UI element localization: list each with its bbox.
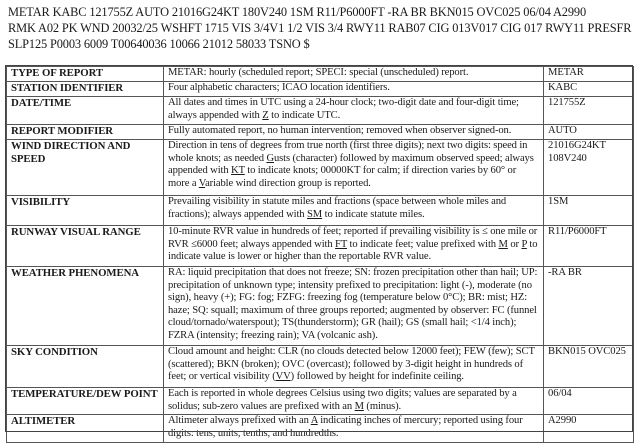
underlined-code: M: [498, 238, 508, 250]
table-row-type-of-report: [7, 67, 634, 82]
field-name: TEMPERATURE/DEW POINT: [7, 388, 164, 415]
table-row-weather-phenomena: [7, 267, 634, 346]
description-text: to indicate feet; value prefixed with: [346, 238, 499, 250]
metar-line-3: SLP125 P0003 6009 T00640036 10066 21012 58033 TSNO $: [8, 37, 310, 51]
field-description: [164, 226, 544, 267]
table-row-wind: [7, 140, 634, 196]
field-description: [164, 415, 544, 443]
underlined-code: Z: [262, 109, 269, 121]
metar-line-1: METAR KABC 121755Z AUTO 21016G24KT 180V240 1SM R11/P6000FT -RA BR BKN015 OVC025 06/04 A2990: [8, 5, 586, 19]
field-name: TYPE OF REPORT: [7, 67, 164, 82]
metar-decode-table: [6, 66, 634, 443]
field-value: [544, 67, 634, 82]
field-value: [544, 140, 634, 196]
field-value: [544, 82, 634, 97]
field-value: [544, 346, 634, 388]
field-value: [544, 415, 634, 443]
table-row-visibility: [7, 196, 634, 226]
underlined-code: M: [354, 400, 364, 412]
field-description: [164, 388, 544, 415]
description-text: to indicate UTC.: [268, 109, 341, 121]
description-text: to indicate statute miles.: [322, 208, 425, 220]
field-name: RUNWAY VISUAL RANGE: [7, 226, 164, 267]
field-value: [544, 97, 634, 125]
value-line: METAR: [548, 67, 584, 78]
description-text: METAR: hourly (scheduled report; SPECI: special (unscheduled) report.: [168, 67, 469, 78]
description-text: to indicate knots; 00000KT for calm; if direction varies by 60° or more a: [168, 165, 517, 189]
description-text: 10-minute RVR value in hundreds of feet; reported if prevailing visibility is ≤ one mile or RVR ≤6000 feet; always appended with: [168, 226, 538, 250]
table-row-sky-condition: [7, 346, 634, 388]
value-line: AUTO: [548, 125, 577, 136]
description-text: Cloud amount and height: CLR (no clouds detected below 12000 feet); FEW (few); SCT (scattered); BKN (broken); OVC (overcast); followed by 3-digit height in hundreds of feet; or vertical visibility (: [168, 346, 535, 383]
value-line: 121755Z: [548, 97, 586, 108]
underlined-code: FT: [335, 238, 347, 250]
value-line: 06/04: [548, 388, 572, 399]
field-description: [164, 196, 544, 226]
table-row-runway-visual-range: [7, 226, 634, 267]
field-description: [164, 346, 544, 388]
field-name: WIND DIRECTION AND SPEED: [7, 140, 164, 196]
underlined-code: G: [266, 152, 274, 164]
field-description: [164, 140, 544, 196]
value-line: KABC: [548, 82, 578, 93]
table-row-altimeter: [7, 415, 634, 443]
description-text: or: [507, 238, 522, 250]
description-text: to indicate value is lower or higher than the reportable RVR value.: [168, 238, 538, 263]
field-value: [544, 267, 634, 346]
field-value: [544, 388, 634, 415]
description-text: (minus).: [363, 400, 402, 412]
value-line: 1SM: [548, 196, 569, 207]
table-body: [7, 67, 634, 443]
underlined-code: A: [310, 415, 318, 427]
description-text: Direction in tens of degrees from true north (first three digits); next two digits: speed in whole knots; as needed: [168, 140, 528, 164]
value-line: A2990: [548, 415, 577, 427]
field-name: DATE/TIME: [7, 97, 164, 125]
description-text: Prevailing visibility in statute miles and fractions (space between whole miles and fractions); always appended with: [168, 196, 507, 220]
description-text: indicating inches of mercury; reported using four digits: tens, units, tenths, and hundredths.: [168, 415, 523, 439]
metar-report-text: [8, 4, 636, 52]
value-line: BKN015 OVC025: [548, 346, 626, 357]
field-description: [164, 97, 544, 125]
description-text: ariable wind direction group is reported.: [205, 177, 371, 189]
metar-line-2: RMK A02 PK WND 20032/25 WSHFT 1715 VIS 3/4V1 1/2 VIS 3/4 RWY11 RAB07 CIG 013V017 CIG 017 RWY11 PRESFR: [8, 21, 632, 35]
description-text: RA: liquid precipitation that does not freeze; SN: frozen precipitation other than hail; UP: precipitation of unknown type; intensity prefixed to precipitation: light (-), moderate (no sign), heavy (+); FG: fog; FZFG: freezing fog (temperature below 0°C); BR: mist; HZ: haze; SQ: squall; maximum of three groups reported; augmented by observer: FC (funnel cloud/tornado/waterspout); TS(thunderstorm); GR (hail); GS (small hail; <1/4 inch); FZRA (intensity; freezing rain); VA (volcanic ash).: [168, 267, 538, 341]
field-description: [164, 125, 544, 140]
field-description: [164, 67, 544, 82]
value-line: R11/P6000FT: [548, 226, 607, 237]
field-name: VISIBILITY: [7, 196, 164, 226]
field-name: SKY CONDITION: [7, 346, 164, 388]
value-line: -RA BR: [548, 267, 582, 278]
field-value: [544, 226, 634, 267]
field-description: [164, 82, 544, 97]
description-text: Four alphabetic characters; ICAO location identifiers.: [168, 82, 390, 93]
underlined-code: P: [521, 238, 527, 250]
field-value: [544, 125, 634, 140]
field-name: REPORT MODIFIER: [7, 125, 164, 140]
table-row-report-modifier: [7, 125, 634, 140]
underlined-code: SM: [307, 208, 323, 220]
underlined-code: VV: [275, 371, 291, 383]
description-text: usts (character) followed by maximum observed speed; always appended with: [168, 152, 534, 177]
underlined-code: V: [198, 177, 206, 189]
table-row-temperature-dew-point: [7, 388, 634, 415]
description-text: Fully automated report, no human intervention; removed when observer signed-on.: [168, 125, 512, 136]
description-text: Altimeter always prefixed with an: [168, 415, 311, 427]
field-name: ALTIMETER: [7, 415, 164, 443]
field-description: [164, 267, 544, 346]
table-row-date-time: [7, 97, 634, 125]
field-value: [544, 196, 634, 226]
underlined-code: KT: [231, 165, 245, 177]
description-text: All dates and times in UTC using a 24-hour clock; two-digit date and four-digit time; always appended with: [168, 97, 519, 121]
description-text: ) followed by height for indefinite ceiling.: [290, 371, 464, 383]
value-line: 108V240: [548, 152, 587, 164]
field-name: WEATHER PHENOMENA: [7, 267, 164, 346]
description-text: Each is reported in whole degrees Celsius using two digits; values are separated by a solidus; sub-zero values are prefixed with an: [168, 388, 517, 412]
field-name: STATION IDENTIFIER: [7, 82, 164, 97]
value-line: 21016G24KT: [548, 140, 606, 151]
table-row-station-identifier: [7, 82, 634, 97]
